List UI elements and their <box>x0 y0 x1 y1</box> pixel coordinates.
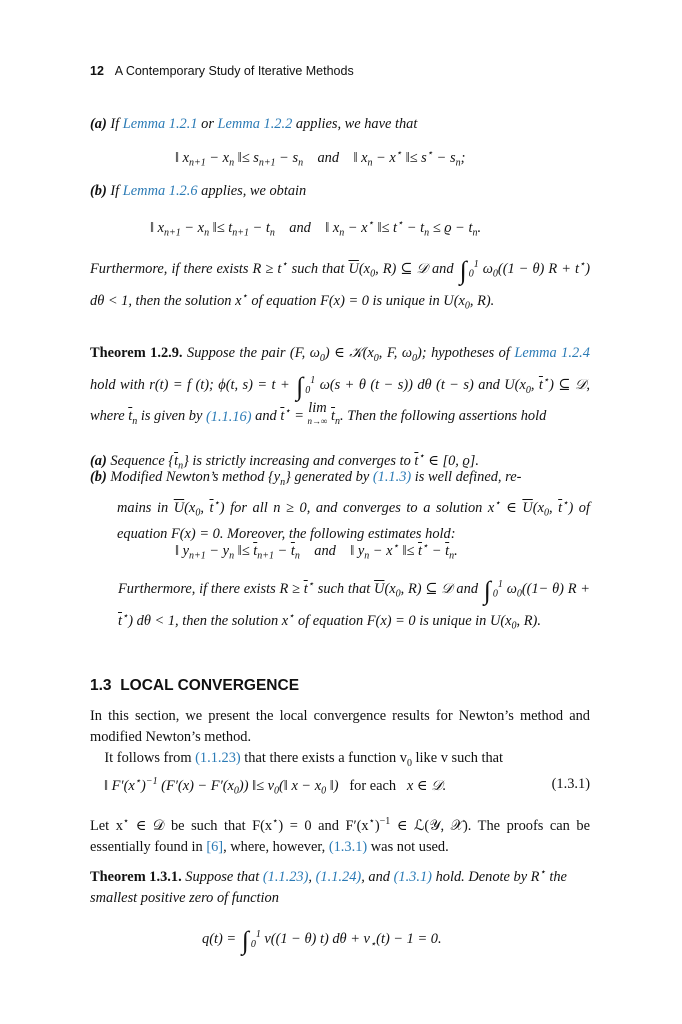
equation-q: q(t) = ∫ $_0^1$ v((1 − θ) t) $d\theta + v_⋆(t) - 1 = 0$. <box>202 926 442 955</box>
theorem-129: Theorem 1.2.9. Suppose the pair (F, $\omega_0$) ∈ $𝒦(x_0$, F, $\omega_0$); hypotheses of Lemma 1.2.4 hold with r(t) = f (t); ϕ(t, s) = t + ∫ $_0^1$ ω(s + θ (t − s)) dθ (t − s) and $U(x_0$, $\overline{t}^⋆$) ⊆ 𝒟, where $\overline{t}_n$ is given by (1.1.16) and $\overline{t}^⋆ = \lim$ n→∞ $\overline{t}_n$. Then the following assertions hold <box>90 345 590 428</box>
section-heading <box>90 677 299 695</box>
item-129b: (b) Modified Newton’s method $\{y_n\}$ generated by (1.1.3) is well defined, re- mains in $\overline{U}(x_0$, $\overline{t}^⋆$) for all n ≥ 0, and converges to a solution x⋆ ∈ $\overline{U}(x_0$, $\overline{t}^⋆$) of equation F(x) = 0. Moreover, the following estimates hold: <box>90 469 590 542</box>
ref-lemma-122[interactable]: Lemma 1.2.2 <box>217 116 293 132</box>
section-number: 1.3 <box>90 677 112 694</box>
item-129a: (a) Sequence $\{\overline{t}_n\}$ is strictly increasing and converges to $\overline{t}^⋆$ ∈ [0, ϱ]. <box>90 451 479 472</box>
ref-eq-131-b[interactable]: (1.3.1) <box>393 868 432 885</box>
ref-eq-1116[interactable]: (1.1.16) <box>205 408 252 425</box>
equation-131-number: (1.3.1) <box>551 776 590 792</box>
section-intro-paragraph: In this section, we present the local convergence results for Newton’s method and modified Newton’s method. It follows from (1.1.23) that there exists a function $v_0$ like v such that <box>90 708 590 769</box>
ref-cite-6[interactable]: [6] <box>206 838 224 855</box>
ref-eq-1123-a[interactable]: (1.1.23) <box>195 750 241 766</box>
page-number: 12 <box>90 64 104 78</box>
item-b-intro: (b) If Lemma 1.2.6 applies, we obtain <box>90 183 307 199</box>
theorem-131-label: Theorem 1.3.1. <box>90 868 182 885</box>
running-header <box>90 64 354 78</box>
ref-lemma-124[interactable]: Lemma 1.2.4 <box>514 345 590 361</box>
equation-b: ‖ $x_{n+1} - x_n$ ‖≤ $t_{n+1} - t_n$ and ‖ $x_n - x^⋆$ ‖≤ $t^⋆ - t_n \le ϱ - t_n$. <box>150 218 482 239</box>
theorem-131: Theorem 1.3.1. Suppose that (1.1.23), (1.1.24), and (1.3.1) hold. Denote by R⋆ the smallest positive zero of function <box>90 867 567 906</box>
item-a-intro: (a) If Lemma 1.2.1 or Lemma 1.2.2 applies, we have that <box>90 116 418 132</box>
equation-131: ‖ $F'(x^⋆)^{-1}$ $(F'(x) - F'(x_0))$ ‖≤ $v_0(‖$ $x - x_0$ ‖) for each x ∈ 𝒟. <box>104 776 447 797</box>
theorem-129-label: Theorem 1.2.9. <box>90 345 183 361</box>
ref-eq-1123-b[interactable]: (1.1.23) <box>262 868 309 885</box>
ref-lemma-126[interactable]: Lemma 1.2.6 <box>122 183 198 199</box>
ref-eq-131[interactable]: (1.3.1) <box>328 838 368 855</box>
equation-a: ‖ $x_{n+1} - x_n$ ‖≤ $s_{n+1} - s_n$ and ‖ $x_n - x^⋆$ ‖≤ $s^⋆ - s_n$; <box>175 148 466 169</box>
ref-eq-113[interactable]: (1.1.3) <box>372 469 412 485</box>
proof-remark-paragraph: Let x⋆ ∈ 𝒟 be such that F(x⋆) = 0 and $F'(x^⋆)^{-1}$ ∈ ℒ(𝒴, 𝒳). The proofs can be essentially found in [6], where, however, (1.3.1) was not used. <box>90 816 590 855</box>
uniqueness-paragraph-1: Furthermore, if there exists R ≥ t⋆ such that $\overline{U}(x_0$, R) ⊆ 𝒟 and ∫ $_0^1$ $\omega_0((1 - \theta) R + t^⋆) d\theta < 1$, then the solution x⋆ of equation F(x) = 0 is unique in $U(x_0$, R). <box>90 255 591 312</box>
ref-eq-1124[interactable]: (1.1.24) <box>315 868 362 885</box>
section-title: LOCAL CONVERGENCE <box>120 677 300 694</box>
equation-129b: ‖ $y_{n+1} - y_n$ ‖≤ $\overline{t}_{n+1} - \overline{t}_n$ and ‖ $y_n - x^⋆$ ‖≤ $\overline{t}^⋆ - \overline{t}_n$. <box>175 541 458 562</box>
ref-lemma-121[interactable]: Lemma 1.2.1 <box>122 116 198 132</box>
book-title: A Contemporary Study of Iterative Methods <box>114 64 354 78</box>
uniqueness-paragraph-2: Furthermore, if there exists $R \ge \overline{t}^⋆$ such that $\overline{U}(x_0$, R) ⊆ 𝒟 and ∫ $_0^1$ $\omega_0((1- \theta) R + \overline{t}^⋆) d\theta < 1$, then the solution x⋆ of equation F(x) = 0 is unique in $U(x_0$, R). <box>118 575 591 632</box>
